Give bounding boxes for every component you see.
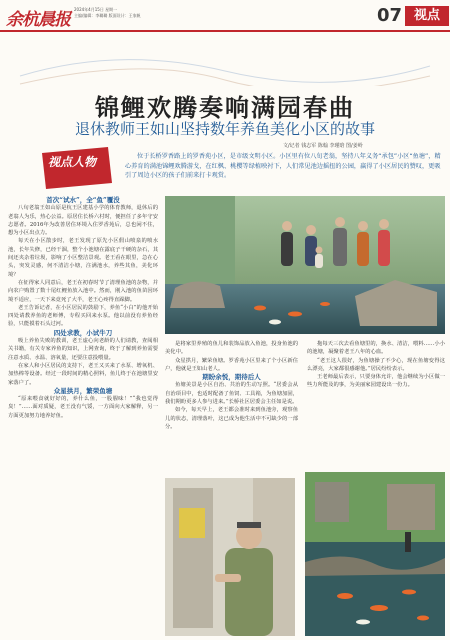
body-paragraph: 是将家里养殖的鱼儿和装饰品放入鱼池，投身鱼池的美化中。 [165,341,298,356]
section-label: 视点 [405,6,449,26]
header-rule [0,30,450,32]
body-paragraph: 每天在小区散步时，老王发现了原先小区假山喷泉的喷水池，长年失修，已经干涸，整个小池塘在露底子干硬的杂石，其间还夹杂着垃圾，影响了小区整洁景观。老王看在眼里，急在心头，突发灵感，何不清洁小塘，注满池水，养些其鱼，美化环境？ [8,238,158,278]
issue-meta: 2024年4月15日 星期一 主编/编辑：李璐璐 版面设计：王家帆 [74,7,141,18]
byline: 文/记者 钱志军 陈翰 李瑾晗 图/姜岭 [283,143,363,149]
section-heading: 首次“试水”，全“鱼”覆没 [46,196,120,204]
article-subtitle: 退休教师王如山坚持数年养鱼美化小区的故事 [74,120,375,138]
main-photo [165,196,445,334]
section-heading: 期盼余悦，期待后人 [202,373,261,382]
body-paragraph: 如今，每天早上，老王都会准时来到鱼池旁，观察鱼儿的状态，清理落叶，这已成为他生活中不可缺少的一部分。 [165,407,298,430]
page-number: 07 [377,5,403,26]
body-paragraph: 在征得家人同意后，老王在初春时节了清理鱼池的杂物，并向农户购置了数十尾红鲤鱼放入池中。然而，刚入池的鱼苗因环境不适应，一天下来竟死了大半，老王心疼得直跺脚。 [8,279,158,303]
newspaper-logo: 余杭晨报 [6,10,70,30]
body-paragraph: 在家人和小区居民的支持下，老王又买来了水泵、增氧机、加热棒等设备。经过一段时间的精心照料，鱼儿终于在池塘里安家落户了。 [8,362,158,386]
title-decoration [0,36,450,86]
body-paragraph: 吸上养鱼失败的教训，老王虚心向老龄的人们请教，查阅相关书籍，有关专家养鱼的知识，上网查询，终于了解到养鱼需要注意水质、水温、溶氧量，还要注意投喂量。 [8,338,158,361]
body-paragraph: 拖每天三次去看鱼塘里的，换水、清洁，喂料……小小的池塘，凝聚着老王八年的心血。 [307,341,445,356]
body-paragraph: 王老师最后表示，只要身体允许，他会继续为小区做一些力所能及的事，为美丽家园建设出一份力。 [307,374,445,389]
portrait-photo [165,478,295,636]
column-2 [165,340,298,475]
body-paragraph: 老王告诉记者，在小区居民的鼓励下，养鱼“小白”的他开始四处请教养鱼的老师傅，专程买回来水泵。他以前没有养鱼经验，只能摸着石头过河。 [8,304,158,328]
column-3 [307,340,445,468]
column-badge-text: 视点人物 [48,155,97,169]
column-badge [38,145,116,191]
section-heading: 众星拱月，繁荣鱼塘 [53,386,113,395]
page-header [0,0,450,30]
body-paragraph: 鱼塘美景是小区自治、共治的生动写照。“居委会从自治项目中，也适时配备了鱼饲、工具箱，为鱼塘加固，我们期盼更多人参与进来。”长桥社区居委会主任如是说。 [165,382,298,406]
article-title: 锦鲤欢腾奏响满园春曲 [95,93,355,122]
body-paragraph: “原来喂食就好好的，养什么鱼，一股腥味！”“我也觉得臭！”……面对质疑，老王没有气馁，一方面向大家解释，另一方面更加努力地养好鱼。 [8,396,158,419]
body-paragraph: 八旬老翁王如山原是杭王区建基小学的体育教师，退休后的老翁人为乐，热心公益。原居住长桥六村时，便担任了多年守安志愿者。2016年为改善居住环境入住罗香苑后，总也闲不住，想为小区出点力。 [8,205,158,237]
body-paragraph: “老王这人很好，为鱼塘操了不少心，现在鱼塘变得这么漂亮，大家都很感谢他。”居民纷纷表示。 [307,357,445,372]
lead-paragraph: 位于长桥罗香路上的罗香苑小区，是市级文明小区。小区里有位八旬老翁，坚持八年义务“承包”小区“鱼塘”，精心养育的满池锦鲤欢腾游戈，在红枫、桃樱等绿植映衬下，人们常见池边摇扭的公园，赢得了小区居民的赞叹，更吸引了周边小区的孩子们前来打卡观赏。 [125,153,441,179]
body-paragraph: 众星拱月，繁荣鱼塘。罗香苑小区里来了个小区新住户，他就是王如山老人。 [165,357,298,372]
column-1 [8,196,158,636]
pond-photo [305,472,445,636]
section-heading: 四处求教，小试牛刀 [53,328,113,337]
